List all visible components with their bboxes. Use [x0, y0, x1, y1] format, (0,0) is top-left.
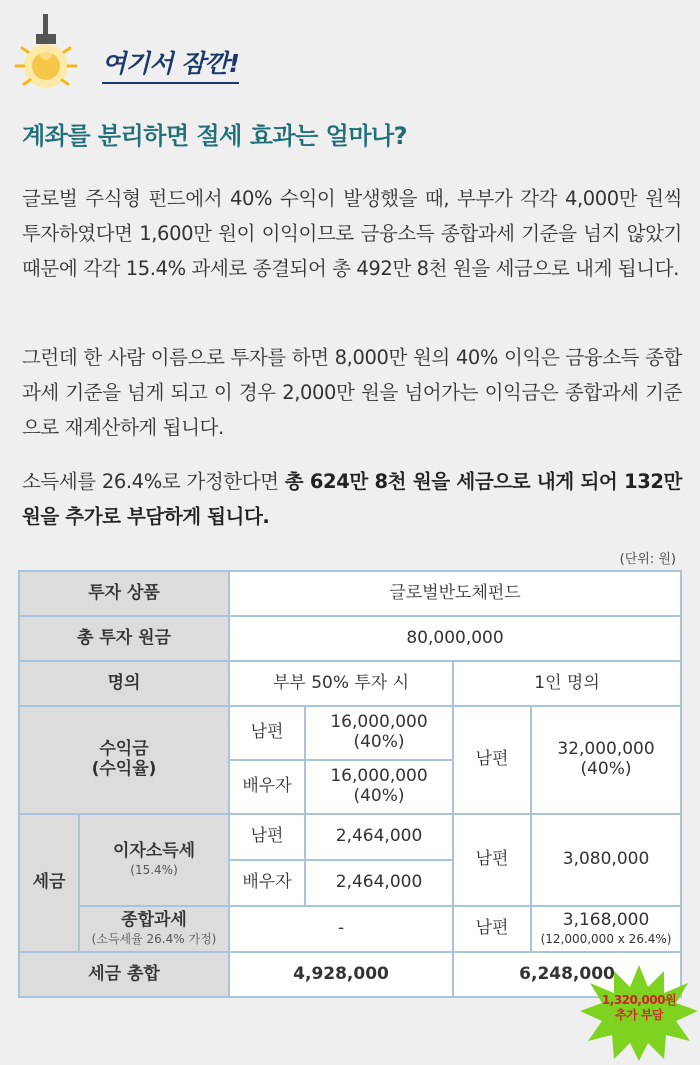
paragraph-3 [22, 464, 682, 534]
table-row [19, 814, 681, 860]
table-row [19, 571, 681, 616]
couple-spouse-label: 배우자 [229, 860, 305, 906]
single-profit [531, 706, 681, 814]
couple-husband-label: 남편 [229, 706, 305, 760]
single-profit-value: 32,000,000 [557, 739, 655, 760]
couple-interest-spouse: 2,464,000 [305, 860, 453, 906]
profit-label-line1: 수익금 [99, 739, 149, 760]
product-value: 글로벌반도체펀드 [229, 571, 681, 616]
couple-spouse-label: 배우자 [229, 760, 305, 814]
couple-profit-husband-value: 16,000,000 [330, 712, 428, 733]
product-label: 투자 상품 [19, 571, 229, 616]
single-husband-label: 남편 [453, 906, 531, 952]
ownership-label: 명의 [19, 661, 229, 706]
couple-header: 부부 50% 투자 시 [229, 661, 453, 706]
combined-tax-note: (소득세율 26.4% 가정) [91, 931, 217, 946]
table-row [19, 706, 681, 760]
single-interest: 3,080,000 [531, 814, 681, 906]
unit-label: (단위: 원) [619, 552, 676, 567]
single-combined-note: (12,000,000 x 26.4%) [540, 931, 672, 946]
extra-burden-label: 추가 부담 [614, 1008, 664, 1022]
profit-label-line2: (수익율) [91, 759, 157, 779]
single-header: 1인 명의 [453, 661, 681, 706]
couple-profit-spouse [305, 760, 453, 814]
principal-label: 총 투자 원금 [19, 616, 229, 661]
single-total: 6,248,000 [453, 952, 681, 997]
principal-value: 80,000,000 [229, 616, 681, 661]
paragraph-3-text: 소득세를 26.4%로 가정한다면 [22, 470, 285, 493]
couple-profit-husband [305, 706, 453, 760]
interest-tax-label [79, 814, 229, 906]
couple-profit-husband-rate: (40%) [353, 732, 405, 752]
table-row [19, 661, 681, 706]
header-title: 여기서 잠깐! [102, 44, 239, 84]
couple-profit-spouse-rate: (40%) [353, 786, 405, 806]
total-label: 세금 총합 [19, 952, 229, 997]
single-husband-label: 남편 [453, 814, 531, 906]
profit-label [19, 706, 229, 814]
section-subtitle: 계좌를 분리하면 절세 효과는 얼마나? [22, 122, 408, 150]
paragraph-1: 글로벌 주식형 펀드에서 40% 수익이 발생했을 때, 부부가 각각 4,000만 원씩 투자하였다면 1,600만 원이 이익이므로 금융소득 종합과세 기준을 넘지 않았기 때문에 각각 15.4% 과세로 종결되어 총 492만 8천 원을 세금으로 내게 됩니다. [22, 187, 682, 280]
combined-tax-name: 종합과세 [121, 910, 187, 931]
extra-burden-text [578, 993, 700, 1023]
single-combined [531, 906, 681, 952]
tax-comparison-table [18, 570, 682, 998]
couple-combined: - [229, 906, 453, 952]
paragraph-2: 그런데 한 사람 이름으로 투자를 하면 8,000만 원의 40% 이익은 금융소득 종합과세 기준을 넘게 되고 이 경우 2,000만 원을 넘어가는 이익금은 종합과세 기준으로 재계산하게 됩니다. [22, 346, 682, 439]
couple-interest-husband: 2,464,000 [305, 814, 453, 860]
interest-tax-name: 이자소득세 [112, 841, 196, 862]
lightbulb-icon [14, 14, 78, 94]
table-row [19, 906, 681, 952]
extra-burden-amount: 1,320,000원 [601, 993, 677, 1007]
couple-husband-label: 남편 [229, 814, 305, 860]
interest-tax-rate: (15.4%) [130, 862, 178, 877]
tax-label: 세금 [19, 814, 79, 952]
combined-tax-label [79, 906, 229, 952]
table-row [19, 616, 681, 661]
couple-profit-spouse-value: 16,000,000 [330, 766, 428, 787]
header [14, 14, 414, 94]
paragraph-3-bold: 총 624만 8천 원을 세금으로 내게 되어 132만 원을 추가로 부담하게 됩니다. [22, 470, 682, 528]
single-husband-label: 남편 [453, 706, 531, 814]
single-combined-value: 3,168,000 [562, 910, 650, 931]
couple-total: 4,928,000 [229, 952, 453, 997]
single-profit-rate: (40%) [580, 759, 632, 779]
